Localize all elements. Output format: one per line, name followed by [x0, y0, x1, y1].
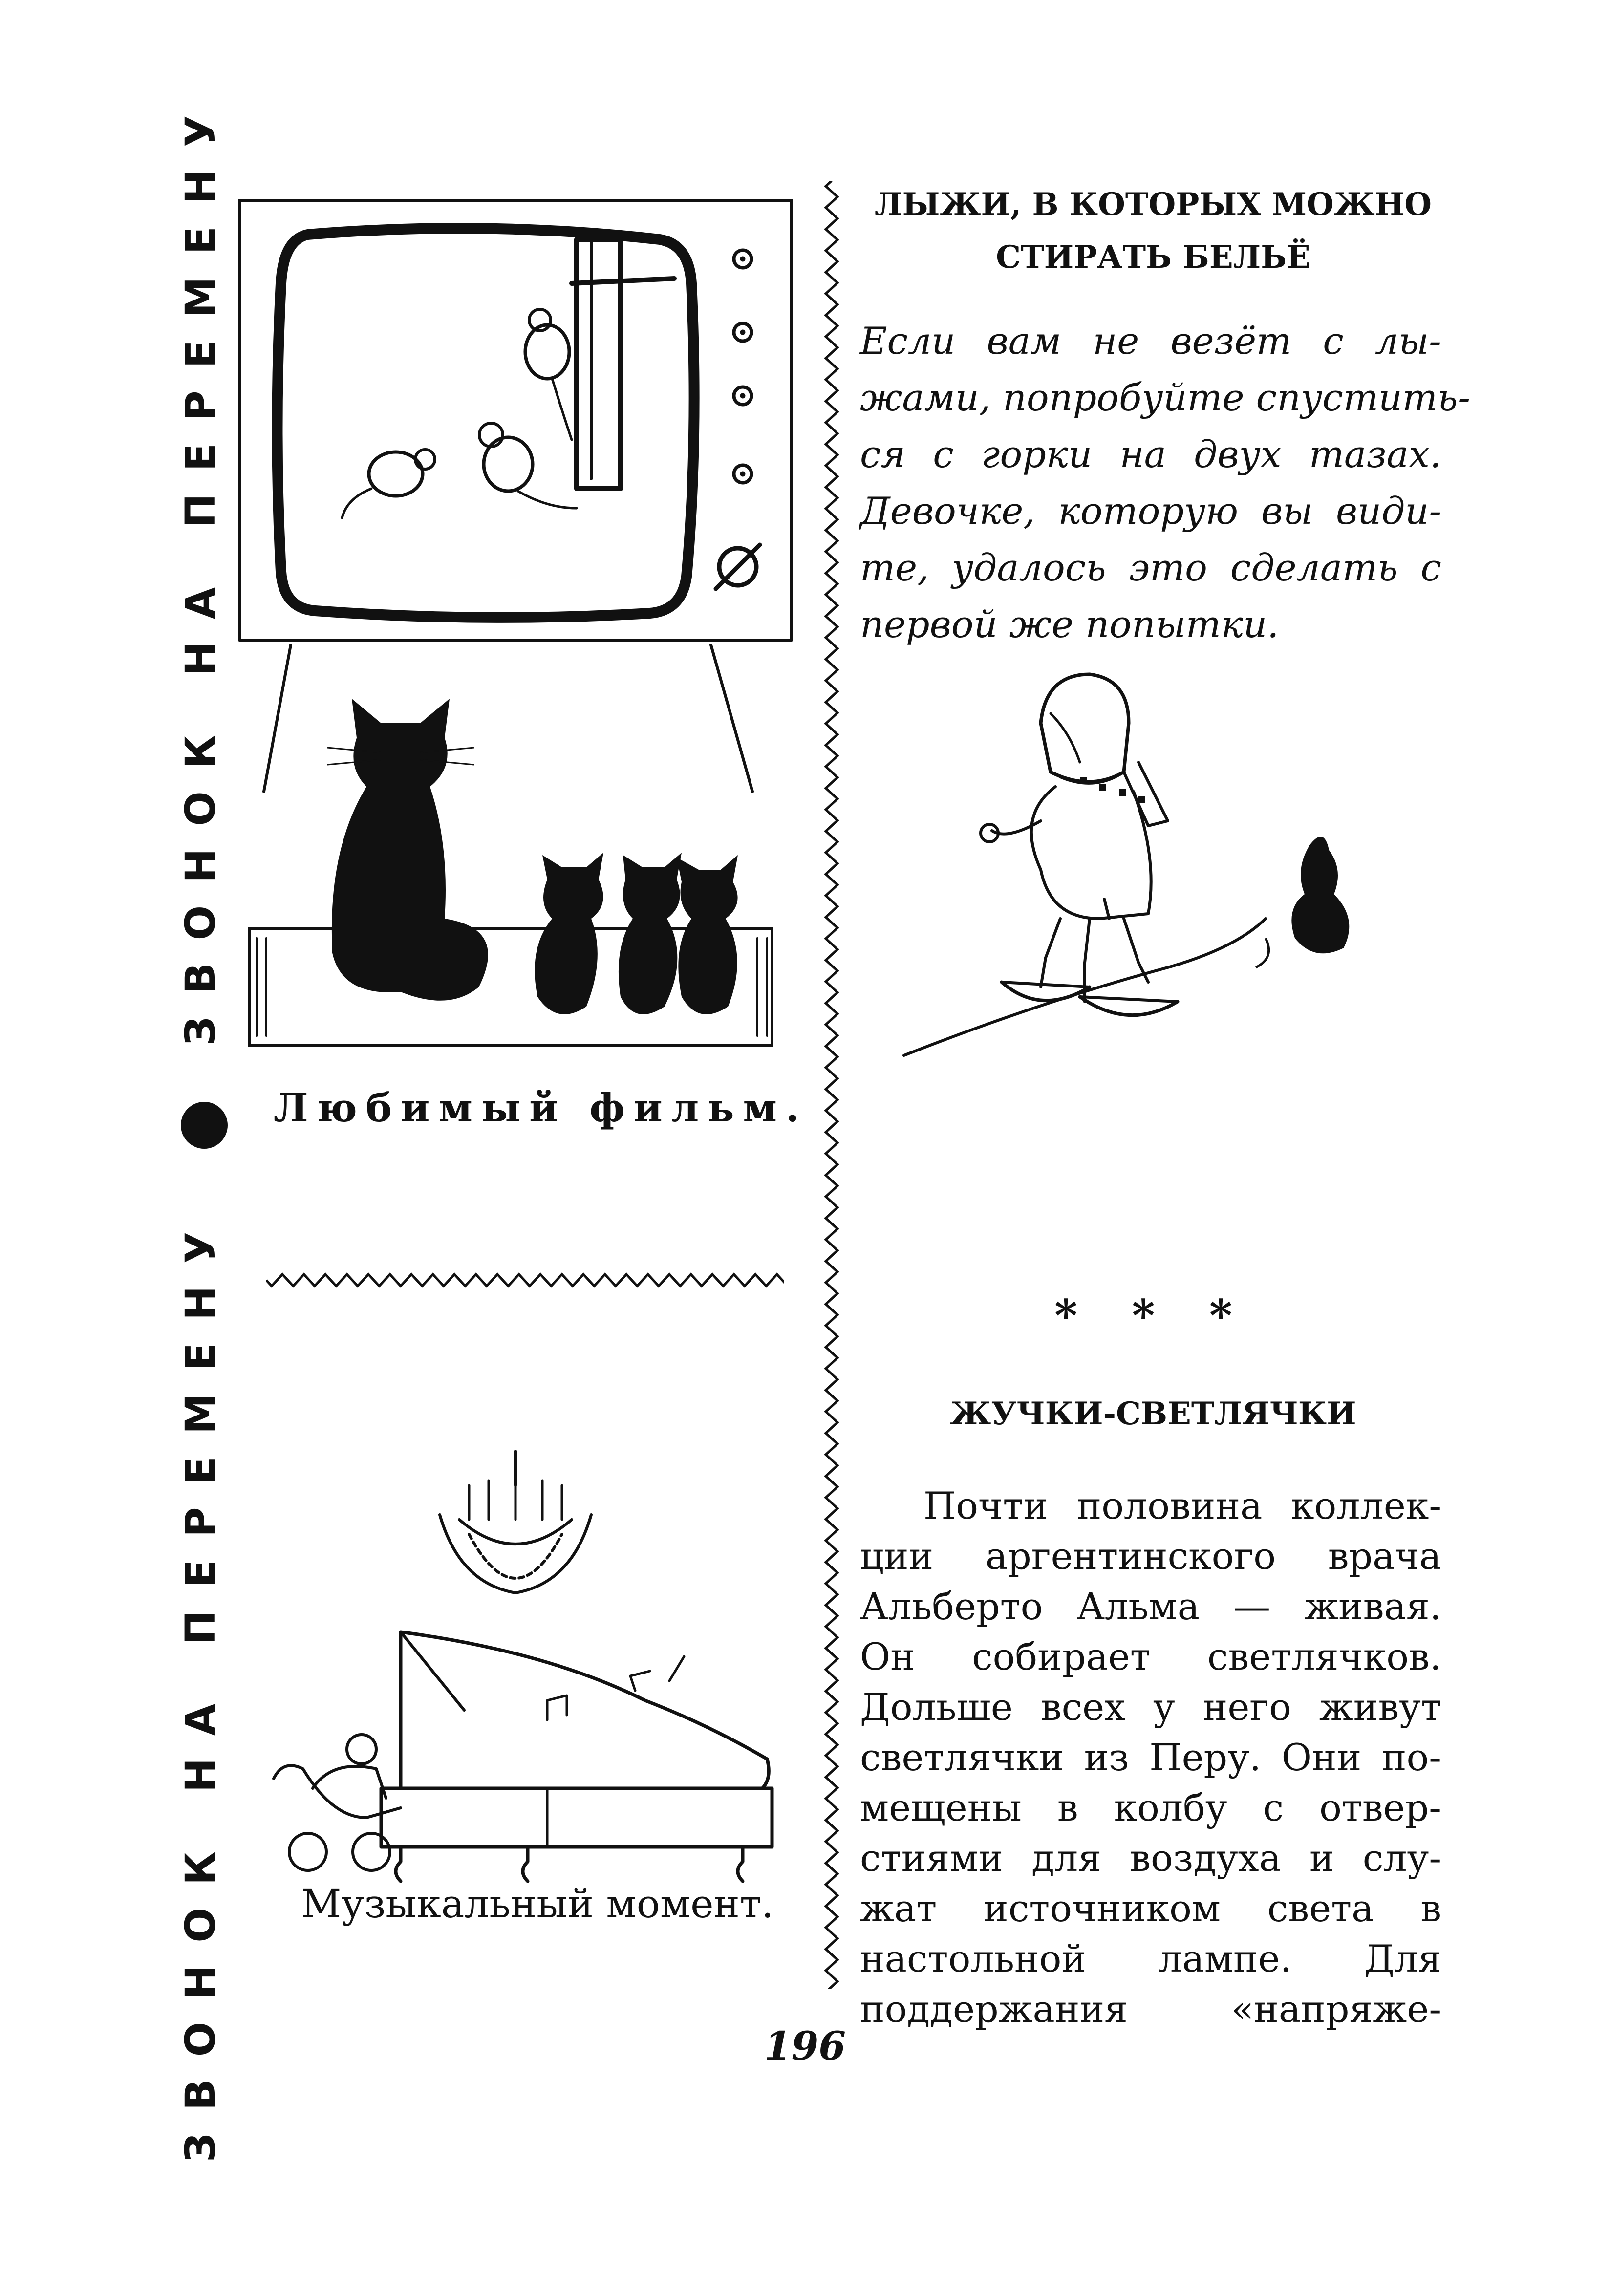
caption-favorite-film: Любимый фильм. [274, 1085, 808, 1131]
wavy-column-divider [817, 181, 846, 1989]
cartoon-cats-watching-tv [235, 186, 821, 1065]
ski-line: Если вам не везёт с лы- [860, 319, 1441, 363]
fireflies-line: светлячки из Перу. Они по- [860, 1736, 1441, 1779]
fireflies-line: стиями для воздуха и слу- [860, 1836, 1441, 1880]
fireflies-line: Почти половина коллек- [923, 1484, 1441, 1527]
ski-line: первой же попытки. [860, 602, 1279, 646]
fireflies-line: настольной лампе. Для [860, 1937, 1441, 1980]
wavy-divider-left [266, 1270, 784, 1290]
illustration-girl-sledding-on-basins [894, 665, 1412, 1085]
caption-music-moment: Музыкальный момент. [301, 1881, 774, 1927]
fireflies-article-body [860, 1481, 1441, 2034]
page-number: 196 [764, 2023, 846, 2069]
ski-line: жами, попробуйте спустить- [860, 376, 1470, 419]
fireflies-line: Альберто Альма — живая. [860, 1585, 1441, 1628]
section-bullet [181, 1102, 228, 1149]
ski-article-title [860, 178, 1446, 284]
fireflies-line: Дольше всех у него живут [860, 1685, 1441, 1729]
running-header-top-text: ЗВОНОК НА ПЕРЕМЕНУ [176, 93, 225, 1046]
ski-line: ся с горки на двух тазах. [860, 432, 1441, 476]
fireflies-line: жат источником света в [860, 1887, 1441, 1930]
ski-line: те, удалось это сделать с [860, 546, 1441, 589]
ski-title-line-2: СТИРАТЬ БЕЛЬЁ [996, 239, 1310, 276]
ski-title-line-1: ЛЫЖИ, В КОТОРЫХ МОЖНО [875, 186, 1432, 223]
running-header-bottom [161, 1209, 239, 2162]
section-separator: * * * [1054, 1290, 1252, 1342]
fireflies-article-title: ЖУЧКИ-СВЕТЛЯЧКИ [950, 1395, 1356, 1432]
running-header-bottom-text: ЗВОНОК НА ПЕРЕМЕНУ [176, 1209, 225, 2162]
fireflies-line: мещены в колбу с отвер- [860, 1786, 1441, 1829]
fireflies-line: Он собирает светлячков. [860, 1635, 1441, 1678]
running-header-top [161, 93, 239, 1046]
cartoon-piano-music-moment [254, 1446, 801, 1886]
fireflies-line: ции аргентинского врача [860, 1534, 1441, 1578]
fireflies-line: поддержания «напряже- [860, 1987, 1441, 2031]
ski-line: Девочке, которую вы види- [860, 489, 1441, 533]
ski-article-body [860, 313, 1470, 653]
